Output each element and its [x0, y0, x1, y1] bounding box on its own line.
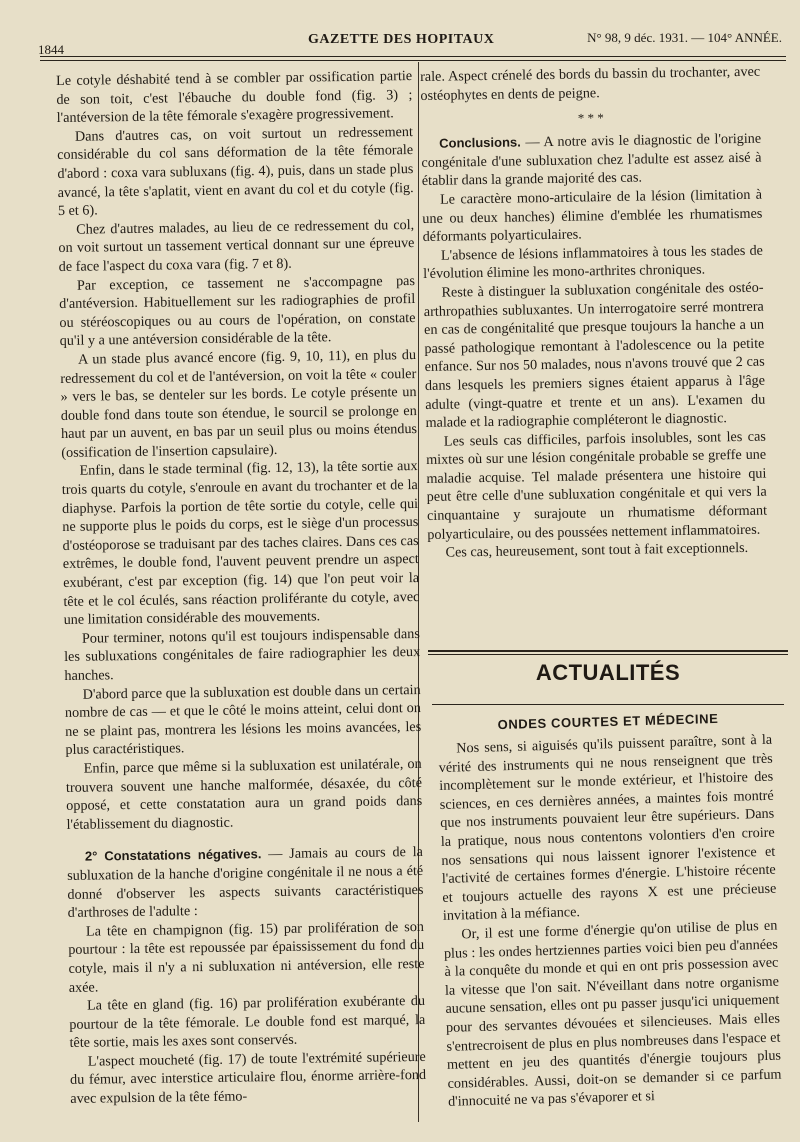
article-title: ONDES COURTES ET MÉDECINE	[497, 710, 719, 733]
page-header	[38, 30, 782, 57]
paragraph: L'aspect moucheté (fig. 17) de toute l'extrémité supérieure du fémur, avec interstice articulaire flou, énorme arrière-fond avec expulsion de la tête fémo-	[69, 1048, 427, 1107]
section-asterisks: * * *	[577, 110, 604, 126]
paragraph: Enfin, parce que même si la subluxation est unilatérale, on trouvera souvent une hanche malformée, désaxée, du côté opposé, et cette constatation aura un grand poids dans l'établissement du diagnostic.	[65, 755, 423, 833]
paragraph: L'absence de lésions inflammatoires à tous les stades de l'évolution élimine les mono-arthrites chroniques.	[423, 242, 764, 283]
paragraph: Le cotyle déshabité tend à se combler par ossification partie de son toit, c'est l'ébauche du double fond (fig. 3) ; l'antéversion de la tête fémorale s'exagère progressivement.	[56, 68, 413, 127]
paragraph: Dans d'autres cas, on voit surtout un redressement considérable du col sans déformation de la tête fémorale d'abord : coxa vara subluxans (fig. 4), puis, dans un stade plus avancé, la tête s'aplatit, vient en avant du col et du cotyle (fig. 5 et 6).	[57, 123, 414, 220]
paragraph: Pour terminer, notons qu'il est toujours indispensable dans les subluxations congénitales de faire radiographier les deux hanches.	[64, 625, 421, 684]
conclusions-paragraph	[421, 130, 762, 191]
paragraph: A un stade plus avancé encore (fig. 9, 10, 11), en plus du redressement du col et de l'antéversion, on voit la tête « couler » vers le bas, se denteler sur les bords. Le cotyle présente un double fond dans toute son étendue, le sourcil se prolonge en haut par un auvent, en bas par un seuil plus ou moins étendus (ossification de l'insertion capsulaire).	[60, 346, 418, 461]
actualites-article	[438, 731, 782, 1112]
paragraph: Le caractère mono-articulaire de la lésion (limitation à une ou deux hanches) élimine d'emblée les rhumatismes déformants polyarticulaires.	[422, 186, 763, 246]
paragraph: Enfin, dans le stade terminal (fig. 12, 13), la tête sortie aux trois quarts du cotyle, s'enroule en avant du trochanter et de la diaphyse. Parfois la portion de tête sortie du cotyle, celle qui ne supporte plus le poids du corps, est le siège d'un processus d'ostéoporose se traduisant par des taches claires. Dans ces cas extrêmes, le double fond, l'auvent peuvent prendre un aspect exubérant, c'est par exception (fig. 14) que l'on peut voir la tête et le col éculés, sans réaction proliférante du cotyle, avec une limitation considérable des mouvements.	[61, 458, 420, 629]
paragraph: La tête en champignon (fig. 15) par prolifération de son pourtour : la tête est repoussée par épaississement du fond du cotyle, mais il n'y a ni subluxation ni antéversion, elle reste axée.	[68, 918, 425, 996]
section-title: ACTUALITÉS	[535, 660, 681, 685]
conclusions-intro: — A notre avis le diagnostic de l'origine congénitale d'une subluxation chez l'adulte est assez aisé à établir dans la grande majorité des cas.	[421, 130, 762, 190]
paragraph: Nos sens, si aiguisés qu'ils puissent paraître, sont à la vérité des instruments qui ne nous renseignent que très incomplètement sur le monde extérieur, et l'histoire des sciences, en ces dernières années, a maintes fois montré que nos instruments pouvaient leur être supérieurs. Dans la pratique, nous nous contentons volontiers d'en croire nos sensations qui nous laissent ignorer l'existence et l'activité de certaines formes d'énergie. L'histoire récente et toujours actuelle des rayons X est une précieuse invitation à la méfiance.	[438, 731, 777, 925]
conclusions-heading: Conclusions.	[439, 134, 521, 151]
paragraph: Par exception, ce tassement ne s'accompagne pas d'antéversion. Habituellement sur les radiographies de profil ou stéréoscopiques ou au cours de l'opération, on constate qu'il y a une antéversion considérable de la tête.	[59, 272, 416, 350]
negatives-intro-paragraph	[67, 843, 424, 922]
title-rule	[432, 704, 784, 705]
issue-info: N° 98, 9 déc. 1931. — 104° ANNÉE.	[587, 30, 782, 45]
negatives-intro: — Jamais au cours de la subluxation de la hanche d'origine congénitale il ne nous a été donné d'observer les aspects suivants caractéristiques d'arthroses de l'adulte :	[67, 844, 424, 922]
right-column	[420, 63, 768, 563]
paragraph: Chez d'autres malades, au lieu de ce redressement du col, on voit surtout un tassement vertical donnant sur une épreuve de face l'aspect du coxa vara (fig. 7 et 8).	[58, 216, 415, 275]
paragraph: rale. Aspect crénelé des bords du bassin du trochanter, avec ostéophytes en dents de peigne.	[420, 63, 761, 104]
paragraph: Reste à distinguer la subluxation congénitale des ostéo-arthropathies subluxantes. Un interrogatoire serré montrera en cas de congénitalité que presque toujours la hanche a un passé pathologique remontant à l'adolescence ou la petite enfance. Sur nos 50 malades, nous n'avons trouvé que 2 cas dans lesquels les premiers signes étaient apparus à l'âge adulte (vingt-quatre et trente et un ans). L'examen du malade et la radiographie compléteront le diagnostic.	[423, 279, 766, 432]
paragraph: D'abord parce que la subluxation est double dans un certain nombre de cas — et que le côté le moins atteint, celui dont on ne se plaint pas, montrera les lésions les moins avancées, les plus caractéristiques.	[64, 681, 422, 759]
header-rule	[40, 56, 786, 57]
negatives-heading: 2° Constatations négatives.	[84, 846, 262, 865]
paragraph: Les seuls cas difficiles, parfois insolubles, sont les cas mixtes où sur une lésion congénitale probable se greffe une maladie acquise. Tel malade présentera une histoire qui peut être celle d'une subluxation congénitale et qui vers la cinquantaine y surajoute un rhumatisme déformant polyarticulaire, ou des poussées nettement inflammatoires.	[426, 428, 768, 543]
page-number: 1844	[38, 42, 64, 57]
journal-title: GAZETTE DES HOPITAUX	[308, 32, 495, 47]
header-rule-secondary	[40, 60, 786, 61]
section-rule	[428, 654, 788, 655]
paragraph: La tête en gland (fig. 16) par prolifération exubérante du pourtour de la tête fémorale. Le double fond est marqué, la tête sortie, mais les axes sont conservés.	[69, 993, 426, 1052]
paragraph: Ces cas, heureusement, sont tout à fait exceptionnels.	[445, 540, 749, 561]
section-rule	[428, 650, 788, 652]
paragraph: Or, il est une forme d'énergie qu'on utilise de plus en plus : les ondes hertziennes parties voici bien peu d'années à la conquête du monde et qui en ont pris possession avec la vitesse que l'on sait. N'éveillant dans notre organisme aucune sensation, elles ont pu passer jusqu'ici uniquement pour des servantes dévouées et silencieuses. Mais elles s'entrecroisent de plus en plus nombreuses dans l'espace et mettent en jeu des quantités d'énergie toujours plus considérables. Aussi, doit-on se demander si ce parfum d'innocuité ne va pas s'évaporer et si	[443, 917, 782, 1111]
left-column	[56, 67, 426, 1109]
